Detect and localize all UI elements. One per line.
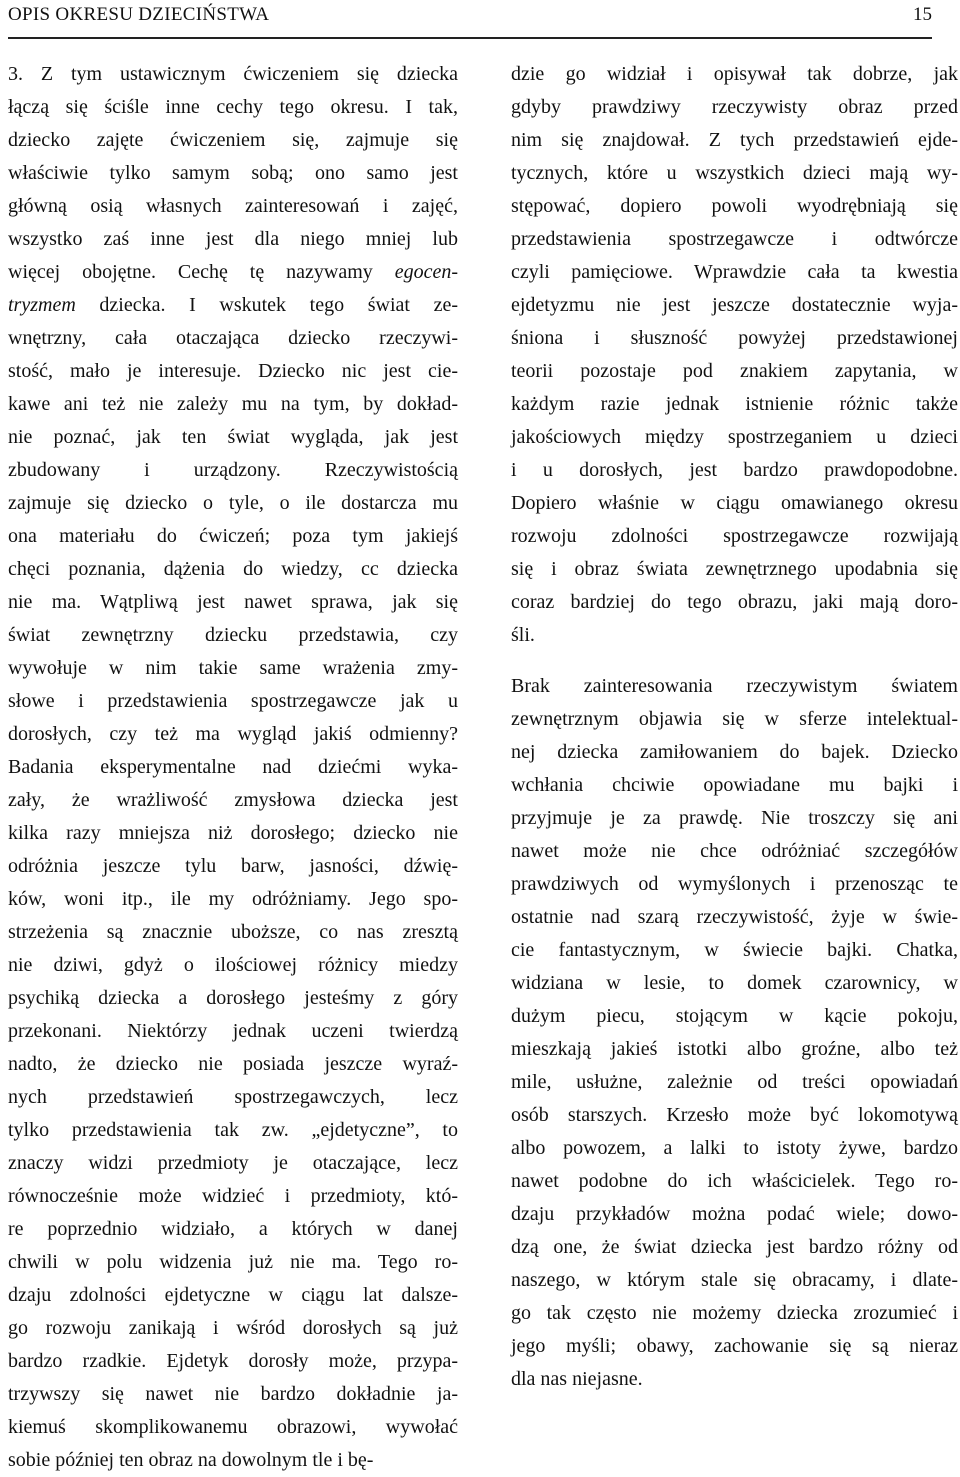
- text-line: sobie później ten obraz na dowolnym tle i bę-: [8, 1449, 374, 1471]
- text-line: wywołuje w nim takie same wrażenia zmy-: [8, 657, 458, 679]
- emphasized-term: tryzmem: [8, 294, 76, 316]
- text-line: dzie go widział i opisywał tak dobrze, jak: [511, 63, 958, 85]
- text-line: nawet może nie chce odróżniać szczegółów: [511, 840, 958, 862]
- text-line: strzeżenia są znacznie uboższe, co nas zresztą: [8, 921, 458, 943]
- text-line: znaczy widzi przedmioty je otaczające, lecz: [8, 1152, 458, 1174]
- text-line: dzaju przykładów można podać wiele; dowo-: [511, 1203, 958, 1225]
- text-line: Dopiero właśnie w ciągu omawianego okresu: [511, 492, 958, 514]
- text-line: psychiką dziecka a dorosłego jesteśmy z góry: [8, 987, 458, 1009]
- text-line: naszego, w którym stale się obracamy, i dlate-: [511, 1269, 958, 1291]
- text-line: dziecko zajęte ćwiczeniem się, zajmuje się: [8, 129, 458, 151]
- text-line: jakościowych między spostrzeganiem u dzieci: [511, 426, 958, 448]
- text-line: tryzmem dziecka. I wskutek tego świat ze-: [8, 294, 458, 316]
- text-line: nych przedstawień spostrzegawczych, lecz: [8, 1086, 458, 1108]
- text-line: chwili w polu widzenia już nie ma. Tego ro-: [8, 1251, 458, 1273]
- header-rule: [8, 37, 932, 39]
- text-line: wchłania chciwie opowiadane mu bajki i: [511, 774, 958, 796]
- text-line: cie fantastycznym, w świecie bajki. Chatka,: [511, 939, 958, 961]
- text-line: osób starszych. Krzesło może być lokomotywą: [511, 1104, 958, 1126]
- text-line: kiemuś skomplikowanemu obrazowi, wywołać: [8, 1416, 458, 1438]
- paragraph-gap: [511, 652, 958, 670]
- text-line: nie dziwi, gdyż o ilościowej różnicy miedzy: [8, 954, 458, 976]
- text-line: nawet podobne do ich właścicielek. Tego ro-: [511, 1170, 958, 1192]
- text-line: więcej obojętne. Cechę tę nazywamy egocen-: [8, 261, 458, 283]
- text-line: wszystko zaś inne jest dla niego mniej lub: [8, 228, 458, 250]
- text-line: słowe i przedstawienia spostrzegawcze jak u: [8, 690, 458, 712]
- text-line: gdyby prawdziwy rzeczywisty obraz przed: [511, 96, 958, 118]
- text-line: tylko przedstawienia tak zw. „ejdetyczne”, to: [8, 1119, 458, 1141]
- left-paragraph: [8, 58, 458, 1477]
- text-line: ostatnie nad szarą rzeczywistość, żyje w świe-: [511, 906, 958, 928]
- text-line: zbudowany i urządzony. Rzeczywistością: [8, 459, 458, 481]
- text-line: tycznych, które u wszystkich dzieci mają wy-: [511, 162, 958, 184]
- right-paragraph-1: [511, 58, 958, 652]
- text-line: nim się znajdował. Z tych przedstawień ejde-: [511, 129, 958, 151]
- text-line: nadto, że dziecko nie posiada jeszcze wyraź-: [8, 1053, 458, 1075]
- text-line: ejdetyzmu nie jest jeszcze dostatecznie wyja-: [511, 294, 958, 316]
- text-line: chęci poznania, dążenia do wiedzy, cc dziecka: [8, 558, 458, 580]
- text-line: odróżnia jeszcze tylu barw, jasności, dźwię-: [8, 855, 458, 877]
- text-line: stępować, dopiero powoli wyodrębniają się: [511, 195, 958, 217]
- text-line: trzywszy się nawet nie bardzo dokładnie ja-: [8, 1383, 458, 1405]
- text-line: dzaju zdolności ejdetyczne w ciągu lat dalsze-: [8, 1284, 458, 1306]
- text-line: przedstawienia spostrzegawcze i odtwórcze: [511, 228, 958, 250]
- text-line: ona materiału do ćwiczeń; poza tym jakiejś: [8, 525, 458, 547]
- text-line: zały, że wrażliwość zmysłowa dziecka jest: [8, 789, 458, 811]
- text-line: widziana w lesie, to domek czarownicy, w: [511, 972, 958, 994]
- text-line: mile, usłużne, zależnie od treści opowiadań: [511, 1071, 958, 1093]
- text-line: wnętrzny, cała otaczająca dziecko rzeczywi-: [8, 327, 458, 349]
- text-line: nie poznać, jak ten świat wygląda, jak jest: [8, 426, 458, 448]
- text-line: śli.: [511, 624, 535, 646]
- text-line: dużym piecu, stojącym w kącie pokoju,: [511, 1005, 958, 1027]
- text-line: zajmuje się dziecko o tyle, o ile dostarcza mu: [8, 492, 458, 514]
- text-line: coraz bardziej do tego obrazu, jaki mają doro-: [511, 591, 958, 613]
- text-line: go tak często nie możemy dziecka zrozumieć i: [511, 1302, 958, 1324]
- text-line: nej dziecka zamiłowaniem do bajek. Dziecko: [511, 741, 958, 763]
- text-line: stość, mało je interesuje. Dziecko nic jest cie-: [8, 360, 458, 382]
- text-line: rozwoju zdolności spostrzegawcze rozwijają: [511, 525, 958, 547]
- running-header: [8, 0, 932, 40]
- text-line: teorii pozostaje pod znakiem zapytania, w: [511, 360, 958, 382]
- text-line: świat zewnętrzny dziecku przedstawia, czy: [8, 624, 458, 646]
- text-line: dorosłych, czy też ma wygląd jakiś odmienny?: [8, 723, 458, 745]
- text-line: re poprzednio widziało, a których w danej: [8, 1218, 458, 1240]
- text-line: dla nas niejasne.: [511, 1368, 643, 1390]
- text-line: mieszkają jakieś istotki albo groźne, albo też: [511, 1038, 958, 1060]
- text-line: albo powozem, a lalki to istoty żywe, bardzo: [511, 1137, 958, 1159]
- right-column: [511, 58, 958, 1396]
- text-line: kilka razy mniejsza niż dorosłego; dziecko nie: [8, 822, 458, 844]
- right-paragraph-2: [511, 670, 958, 1396]
- text-line: każdym razie jednak istnienie różnic także: [511, 393, 958, 415]
- text-line: go rozwoju zanikają i wśród dorosłych są już: [8, 1317, 458, 1339]
- text-line: Badania eksperymentalne nad dziećmi wyka-: [8, 756, 458, 778]
- text-line: ków, woni itp., ile my odróżniamy. Jego spo-: [8, 888, 458, 910]
- text-line: zewnętrznym objawia się w sferze intelektual-: [511, 708, 958, 730]
- text-line: czyli pamięciowe. Wprawdzie cała ta kwestia: [511, 261, 958, 283]
- text-line: kawe ani też nie zależy mu na tym, by dokład-: [8, 393, 458, 415]
- text-line: jego myśli; obawy, zachowanie się są nieraz: [511, 1335, 958, 1357]
- text-line: Brak zainteresowania rzeczywistym światem: [511, 675, 958, 697]
- text-line: łączą się ściśle inne cechy tego okresu. I tak,: [8, 96, 458, 118]
- emphasized-term: egocen-: [394, 261, 458, 283]
- text-line: przekonani. Niektórzy jednak uczeni twierdzą: [8, 1020, 458, 1042]
- text-line: i u dorosłych, jest bardzo prawdopodobne.: [511, 459, 958, 481]
- running-title: OPIS OKRESU DZIECIŃSTWA: [8, 4, 270, 25]
- text-line: równocześnie może widzieć i przedmioty, któ-: [8, 1185, 458, 1207]
- text-line: się i obraz świata zewnętrznego upodabnia się: [511, 558, 958, 580]
- page-number: 15: [913, 4, 932, 25]
- text-line: prawdziwych od wymyślonych i przenosząc te: [511, 873, 958, 895]
- text-line: właściwie tylko samym sobą; ono samo jest: [8, 162, 458, 184]
- text-line: śniona i słuszność powyżej przedstawionej: [511, 327, 958, 349]
- text-line: główną osią własnych zainteresowań i zajęć,: [8, 195, 458, 217]
- text-line: dzą one, że świat dziecka jest bardzo różny od: [511, 1236, 958, 1258]
- text-line: 3. Z tym ustawicznym ćwiczeniem się dziecka: [8, 63, 458, 85]
- left-column: [8, 58, 458, 1477]
- text-line: bardzo rzadkie. Ejdetyk dorosły może, przypa-: [8, 1350, 458, 1372]
- text-line: przyjmuje je za prawdę. Nie troszczy się ani: [511, 807, 958, 829]
- text-line: nie ma. Wątpliwą jest nawet sprawa, jak się: [8, 591, 458, 613]
